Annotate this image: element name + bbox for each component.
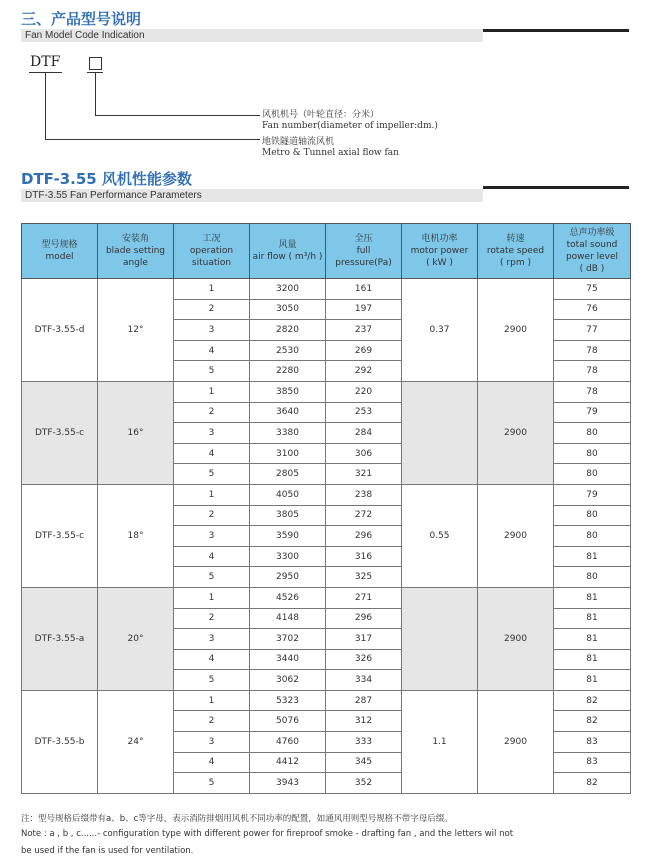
cell-speed: 2900 bbox=[478, 279, 554, 382]
cell-airflow: 2530 bbox=[250, 340, 326, 361]
header-model: 型号规格 model bbox=[22, 224, 98, 279]
cell-sound: 81 bbox=[554, 629, 631, 650]
header-situation: 工况 operation situation bbox=[174, 224, 250, 279]
cell-airflow: 2805 bbox=[250, 464, 326, 485]
cell-pressure: 272 bbox=[326, 505, 402, 526]
cell-pressure: 333 bbox=[326, 732, 402, 753]
cell-situation: 4 bbox=[174, 752, 250, 773]
header-pressure: 全压 full pressure(Pa) bbox=[326, 224, 402, 279]
cell-airflow: 2820 bbox=[250, 320, 326, 341]
cell-sound: 75 bbox=[554, 279, 631, 300]
cell-airflow: 3943 bbox=[250, 773, 326, 794]
fan-number-cn: 风机机号（叶轮直径：分米） bbox=[262, 110, 380, 120]
section1-subtitle: Fan Model Code Indication bbox=[25, 30, 145, 41]
fan-type-cn: 地铁隧道轴流风机 bbox=[262, 137, 335, 147]
cell-situation: 5 bbox=[174, 464, 250, 485]
cell-model: DTF-3.55-c bbox=[22, 484, 98, 587]
cell-pressure: 326 bbox=[326, 649, 402, 670]
cell-situation: 5 bbox=[174, 773, 250, 794]
header-sound: 总声功率级 total sound power level ( dB ) bbox=[554, 224, 631, 279]
cell-pressure: 197 bbox=[326, 299, 402, 320]
cell-airflow: 5076 bbox=[250, 711, 326, 732]
cell-airflow: 3300 bbox=[250, 546, 326, 567]
cell-airflow: 3702 bbox=[250, 629, 326, 650]
cell-situation: 2 bbox=[174, 402, 250, 423]
cell-airflow: 3590 bbox=[250, 526, 326, 547]
cell-airflow: 3640 bbox=[250, 402, 326, 423]
leader-type-v bbox=[45, 72, 46, 139]
cell-airflow: 3062 bbox=[250, 670, 326, 691]
cell-angle: 16° bbox=[98, 381, 174, 484]
cell-sound: 80 bbox=[554, 443, 631, 464]
cell-airflow: 3850 bbox=[250, 381, 326, 402]
cell-airflow: 3100 bbox=[250, 443, 326, 464]
cell-pressure: 237 bbox=[326, 320, 402, 341]
header-speed: 转速 rotate speed ( rpm ) bbox=[478, 224, 554, 279]
cell-situation: 4 bbox=[174, 546, 250, 567]
cell-situation: 4 bbox=[174, 649, 250, 670]
cell-situation: 4 bbox=[174, 340, 250, 361]
cell-pressure: 220 bbox=[326, 381, 402, 402]
cell-pressure: 296 bbox=[326, 526, 402, 547]
cell-sound: 81 bbox=[554, 546, 631, 567]
cell-airflow: 4050 bbox=[250, 484, 326, 505]
cell-sound: 78 bbox=[554, 361, 631, 382]
cell-pressure: 334 bbox=[326, 670, 402, 691]
cell-pressure: 271 bbox=[326, 587, 402, 608]
cell-situation: 5 bbox=[174, 361, 250, 382]
note-en-line1: Note : a , b , c......- configuration type with different power for fireproof smoke - drafting fan , and the letters wil not bbox=[21, 829, 514, 839]
cell-sound: 82 bbox=[554, 773, 631, 794]
cell-sound: 76 bbox=[554, 299, 631, 320]
header-airflow: 风量 air flow ( m³/h ) bbox=[250, 224, 326, 279]
cell-pressure: 161 bbox=[326, 279, 402, 300]
fan-type-en: Metro & Tunnel axial flow fan bbox=[262, 148, 399, 158]
cell-sound: 78 bbox=[554, 381, 631, 402]
cell-airflow: 4526 bbox=[250, 587, 326, 608]
cell-situation: 1 bbox=[174, 690, 250, 711]
section2-subtitle: DTF-3.55 Fan Performance Parameters bbox=[25, 190, 202, 201]
cell-situation: 2 bbox=[174, 299, 250, 320]
section2-title: DTF-3.55 风机性能参数 bbox=[21, 170, 192, 188]
cell-pressure: 325 bbox=[326, 567, 402, 588]
section1-title: 三、产品型号说明 bbox=[21, 10, 142, 28]
cell-sound: 81 bbox=[554, 587, 631, 608]
cell-pressure: 296 bbox=[326, 608, 402, 629]
cell-angle: 24° bbox=[98, 690, 174, 793]
cell-speed: 2900 bbox=[478, 381, 554, 484]
cell-pressure: 238 bbox=[326, 484, 402, 505]
cell-pressure: 284 bbox=[326, 423, 402, 444]
leader-fan-number-v bbox=[95, 72, 96, 115]
cell-situation: 3 bbox=[174, 526, 250, 547]
cell-airflow: 3440 bbox=[250, 649, 326, 670]
cell-situation: 3 bbox=[174, 320, 250, 341]
cell-airflow: 4148 bbox=[250, 608, 326, 629]
cell-power: 0.37 bbox=[402, 279, 478, 382]
cell-pressure: 345 bbox=[326, 752, 402, 773]
cell-power: 0.55 bbox=[402, 484, 478, 587]
cell-airflow: 3380 bbox=[250, 423, 326, 444]
cell-speed: 2900 bbox=[478, 690, 554, 793]
cell-speed: 2900 bbox=[478, 484, 554, 587]
cell-sound: 79 bbox=[554, 402, 631, 423]
cell-situation: 4 bbox=[174, 443, 250, 464]
cell-situation: 3 bbox=[174, 629, 250, 650]
table-row bbox=[22, 484, 631, 505]
cell-airflow: 4760 bbox=[250, 732, 326, 753]
cell-pressure: 269 bbox=[326, 340, 402, 361]
cell-airflow: 2950 bbox=[250, 567, 326, 588]
table-row bbox=[22, 690, 631, 711]
performance-table bbox=[21, 223, 631, 794]
cell-sound: 83 bbox=[554, 732, 631, 753]
table-row bbox=[22, 587, 631, 608]
cell-pressure: 312 bbox=[326, 711, 402, 732]
header-power: 电机功率 motor power ( kW ) bbox=[402, 224, 478, 279]
section2-rule bbox=[483, 186, 629, 189]
section2-subtitle-bar bbox=[21, 189, 483, 202]
cell-situation: 5 bbox=[174, 567, 250, 588]
cell-sound: 80 bbox=[554, 526, 631, 547]
cell-sound: 78 bbox=[554, 340, 631, 361]
cell-sound: 82 bbox=[554, 690, 631, 711]
cell-situation: 3 bbox=[174, 732, 250, 753]
cell-angle: 18° bbox=[98, 484, 174, 587]
leader-fan-number-h bbox=[95, 115, 260, 116]
cell-sound: 83 bbox=[554, 752, 631, 773]
fan-number-en: Fan number(diameter of impeller:dm.) bbox=[262, 121, 438, 131]
cell-situation: 1 bbox=[174, 587, 250, 608]
cell-situation: 1 bbox=[174, 484, 250, 505]
cell-situation: 2 bbox=[174, 608, 250, 629]
note-cn: 注：型号规格后缀带有a、b、c等字母，表示消防排烟用风机不同功率的配置，如通风用则型号规格不带字母后缀。 bbox=[21, 814, 453, 824]
cell-airflow: 3050 bbox=[250, 299, 326, 320]
cell-pressure: 292 bbox=[326, 361, 402, 382]
header-angle: 安装角 blade setting angle bbox=[98, 224, 174, 279]
cell-angle: 12° bbox=[98, 279, 174, 382]
cell-sound: 79 bbox=[554, 484, 631, 505]
cell-power bbox=[402, 381, 478, 484]
cell-model: DTF-3.55-c bbox=[22, 381, 98, 484]
cell-airflow: 2280 bbox=[250, 361, 326, 382]
cell-model: DTF-3.55-b bbox=[22, 690, 98, 793]
cell-situation: 1 bbox=[174, 381, 250, 402]
cell-airflow: 4412 bbox=[250, 752, 326, 773]
table-header-row bbox=[22, 224, 631, 279]
cell-situation: 3 bbox=[174, 423, 250, 444]
cell-airflow: 3200 bbox=[250, 279, 326, 300]
cell-airflow: 5323 bbox=[250, 690, 326, 711]
cell-pressure: 253 bbox=[326, 402, 402, 423]
cell-pressure: 321 bbox=[326, 464, 402, 485]
cell-speed: 2900 bbox=[478, 587, 554, 690]
note-en-line2: be used if the fan is used for ventilation. bbox=[21, 846, 194, 856]
model-prefix: DTF bbox=[30, 54, 61, 70]
cell-situation: 1 bbox=[174, 279, 250, 300]
cell-pressure: 317 bbox=[326, 629, 402, 650]
cell-pressure: 352 bbox=[326, 773, 402, 794]
cell-situation: 5 bbox=[174, 670, 250, 691]
model-code-diagram bbox=[0, 0, 645, 170]
cell-pressure: 316 bbox=[326, 546, 402, 567]
table-row bbox=[22, 381, 631, 402]
leader-type-h bbox=[45, 139, 260, 140]
cell-sound: 77 bbox=[554, 320, 631, 341]
cell-pressure: 306 bbox=[326, 443, 402, 464]
cell-model: DTF-3.55-d bbox=[22, 279, 98, 382]
cell-situation: 2 bbox=[174, 505, 250, 526]
cell-sound: 81 bbox=[554, 608, 631, 629]
cell-angle: 20° bbox=[98, 587, 174, 690]
cell-power bbox=[402, 587, 478, 690]
cell-sound: 82 bbox=[554, 711, 631, 732]
cell-sound: 81 bbox=[554, 670, 631, 691]
cell-situation: 2 bbox=[174, 711, 250, 732]
cell-pressure: 287 bbox=[326, 690, 402, 711]
fan-number-box bbox=[89, 57, 102, 70]
cell-sound: 81 bbox=[554, 649, 631, 670]
cell-sound: 80 bbox=[554, 567, 631, 588]
table-row bbox=[22, 279, 631, 300]
cell-airflow: 3805 bbox=[250, 505, 326, 526]
cell-sound: 80 bbox=[554, 505, 631, 526]
cell-sound: 80 bbox=[554, 464, 631, 485]
cell-power: 1.1 bbox=[402, 690, 478, 793]
cell-model: DTF-3.55-a bbox=[22, 587, 98, 690]
cell-sound: 80 bbox=[554, 423, 631, 444]
